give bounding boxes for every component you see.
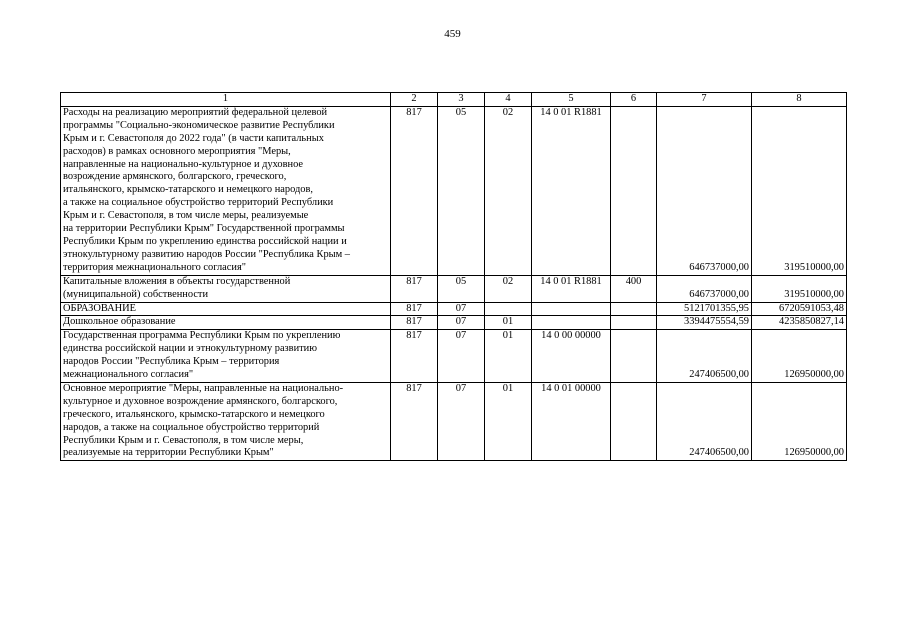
row-target-article: 14 0 01 R1881: [532, 275, 611, 302]
header-cell: 1: [61, 93, 391, 107]
row-expense-type: [611, 330, 657, 383]
row-amount-col7: 5121701355,95: [657, 302, 752, 316]
row-section-code: 07: [438, 382, 485, 460]
page-number: 459: [444, 28, 461, 40]
row-subsection-code: 01: [485, 316, 532, 330]
table-row: [61, 382, 847, 460]
row-name: ОБРАЗОВАНИЕ: [61, 302, 391, 316]
row-amount-col7: 247406500,00: [657, 382, 752, 460]
row-ministry-code: 817: [391, 316, 438, 330]
row-ministry-code: 817: [391, 382, 438, 460]
row-subsection-code: 02: [485, 106, 532, 275]
row-ministry-code: 817: [391, 302, 438, 316]
row-expense-type: [611, 302, 657, 316]
header-cell: 5: [532, 93, 611, 107]
row-subsection-code: 02: [485, 275, 532, 302]
row-section-code: 07: [438, 302, 485, 316]
row-name: Капитальные вложения в объекты государственной (муниципальной) собственности: [61, 275, 391, 302]
row-amount-col8: 126950000,00: [752, 330, 847, 383]
row-expense-type: [611, 106, 657, 275]
row-target-article: [532, 316, 611, 330]
row-amount-col8: 319510000,00: [752, 275, 847, 302]
row-section-code: 05: [438, 106, 485, 275]
budget-table: [60, 92, 847, 461]
row-expense-type: [611, 316, 657, 330]
header-cell: 2: [391, 93, 438, 107]
header-cell: 3: [438, 93, 485, 107]
row-ministry-code: 817: [391, 106, 438, 275]
row-subsection-code: 01: [485, 382, 532, 460]
table-row: [61, 106, 847, 275]
row-amount-col8: 319510000,00: [752, 106, 847, 275]
row-section-code: 07: [438, 316, 485, 330]
row-amount-col7: 247406500,00: [657, 330, 752, 383]
row-subsection-code: [485, 302, 532, 316]
header-cell: 6: [611, 93, 657, 107]
row-name: Государственная программа Республики Крым по укреплению единства российской нации и этнокультурному развитию народов России "Республика Крым – территория межнационального согласия": [61, 330, 391, 383]
row-amount-col8: 4235850827,14: [752, 316, 847, 330]
row-expense-type: 400: [611, 275, 657, 302]
row-target-article: 14 0 01 R1881: [532, 106, 611, 275]
table-row: [61, 330, 847, 383]
row-amount-col8: 6720591053,48: [752, 302, 847, 316]
row-ministry-code: 817: [391, 330, 438, 383]
row-ministry-code: 817: [391, 275, 438, 302]
row-name: Основное мероприятие "Меры, направленные на национально- культурное и духовное возрождение армянского, болгарского, греческого, итальянского, крымско-татарского и немецкого народов, а также на социальное обустройство территорий Республики Крым и г. Севастополя, в том числе меры, реализуемые на территории Республики Крым": [61, 382, 391, 460]
header-cell: 7: [657, 93, 752, 107]
row-target-article: 14 0 01 00000: [532, 382, 611, 460]
row-amount-col7: 646737000,00: [657, 106, 752, 275]
row-amount-col8: 126950000,00: [752, 382, 847, 460]
row-subsection-code: 01: [485, 330, 532, 383]
header-cell: 8: [752, 93, 847, 107]
table-row: [61, 302, 847, 316]
row-amount-col7: 646737000,00: [657, 275, 752, 302]
row-name: Дошкольное образование: [61, 316, 391, 330]
header-cell: 4: [485, 93, 532, 107]
row-target-article: [532, 302, 611, 316]
table-row: [61, 316, 847, 330]
row-expense-type: [611, 382, 657, 460]
table-header-row: [61, 93, 847, 107]
table-row: [61, 275, 847, 302]
row-section-code: 05: [438, 275, 485, 302]
row-section-code: 07: [438, 330, 485, 383]
row-name: Расходы на реализацию мероприятий федеральной целевой программы "Социально-экономическое развитие Республики Крым и г. Севастополя до 2022 года" (в части капитальных расходов) в рамках основного мероприятия "Меры, направленные на национально-культурное и духовное возрождение армянского, болгарского, греческого, итальянского, крымско-татарского и немецкого народов, а также на социальное обустройство территорий Республики Крым и г. Севастополя, в том числе меры, реализуемые на территории Республики Крым" Государственной программы Республики Крым по укреплению единства российской нации и этнокультурному развитию народов России "Республика Крым – территория межнационального согласия": [61, 106, 391, 275]
row-target-article: 14 0 00 00000: [532, 330, 611, 383]
row-amount-col7: 3394475554,59: [657, 316, 752, 330]
